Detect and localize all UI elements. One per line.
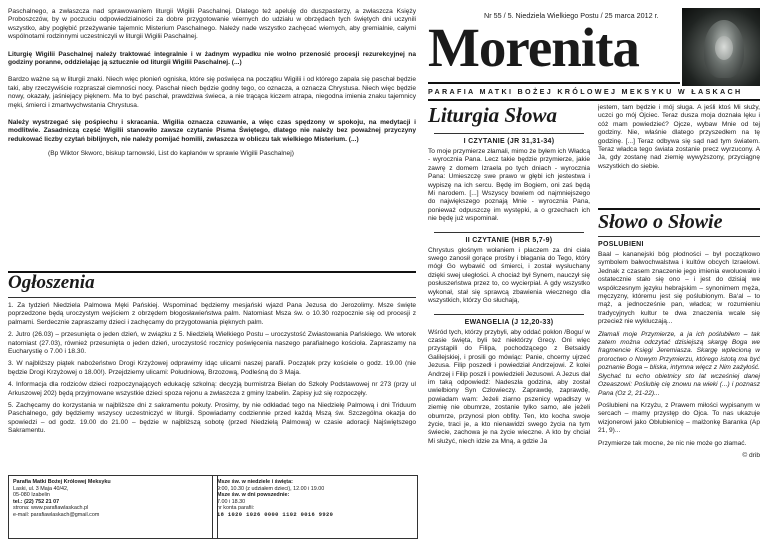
announcements-title: Ogłoszenia bbox=[8, 272, 95, 293]
intro-signature: (Bp Wiktor Skworc, biskup tarnowski, List do kapłanów w sprawie Wigilii Paschalnej) bbox=[48, 150, 294, 158]
announcements-title-rule bbox=[8, 297, 416, 298]
word-top-rule bbox=[598, 208, 760, 210]
gospel-heading: EWANGELIA (J 12,20-33) bbox=[464, 318, 554, 326]
issue-line: Nr 55 / 5. Niedziela Wielkiego Postu / 25 marca 2012 r. bbox=[484, 11, 659, 20]
reading-2-text: Chrystus głośnym wołaniem i płaczem za dni ciała swego zanosił gorące prośby i błagania do Tego, który mógł Go wybawić od śmierci, i został wysłuchany dzięki swej uległości. A chociaż był Synem, nauczył się posłuszeństwa przez to, co wycierpiał. A gdy wszystko wykonał, stał się sprawcą zbawienia wiecznego dla wszystkich, którzy Go słuchają, bbox=[428, 246, 590, 305]
word-paragraph-1: Baal – kananejski bóg płodności – był początkowo symbolem bałwochwalstwa i kultów obcych Izraelowi. Jednak z czasem znaczenie jego imienia ewoluowało i ostatecznie stało się ono – i jest do dzisiaj we współczesnym języku hebrajskim – synonimem męża, męczyzny, któremu jest się poślubionym. Ba‘al – to mąż, a jednocześnie pan, władca; w rozumieniu tradycyjnych kultur te dwa znaczenia wcale się przecież nie wykluczają... bbox=[598, 251, 760, 326]
word-column bbox=[598, 241, 760, 539]
announcement-item: 1. Za tydzień Niedziela Palmowa Męki Pańskiej. Wspominać będziemy mesjański wjazd Pana Jezusa do Jerozolimy. Msze święte poprzedzone będą uroczystym wejściem z obrzędem błogosławieństwa palm. Natomiast Msza św. o 10.30 rozpocznie się od procesji z palmami. Serdecznie zapraszamy dzieci i zachęcamy do przygotowania pięknych palm. bbox=[8, 302, 416, 326]
liturgy-top-rule bbox=[428, 99, 760, 101]
reading-1-text: To moje przymierze złamali, mimo że byłem ich Władcą - wyrocznia Pana. Lecz takie będzie przymierze, jakie zawrę z domem Izraela po tych dniach - wyrocznia Pana: Umieszczę swe prawo w głębi ich jestestwa i wypiszę na ich sercu. Będę im Bogiem, oni zaś będą Mi narodem. [...] Wszyscy bowiem od najmniejszego do największego poznają Mnie - wyrocznia Pana, ponieważ odpuszczę im występki, a o grzechach ich nie będę już wspominał. bbox=[428, 148, 590, 223]
announcements-list bbox=[8, 302, 416, 472]
liturgy-column-right bbox=[598, 104, 760, 204]
word-paragraph-3: Poślubieni na Krzyżu, z Prawem miłości wypisanym w sercach – mamy przystęp do Ojca. To nas ukazuje wizjonerowi jako Oblubienicę – małżonkę Baranka (Ap 21, 9)... bbox=[598, 401, 760, 435]
contact-website[interactable]: strona: www.parafiawlaskach.pl bbox=[13, 505, 89, 512]
intro-column bbox=[8, 8, 416, 273]
madonna-image bbox=[682, 8, 760, 86]
madonna-face-shape bbox=[715, 36, 733, 60]
contact-parish-name: Parafia Matki Bożej Królowej Meksyku bbox=[13, 479, 111, 485]
masthead-rule bbox=[428, 82, 680, 84]
masses-box bbox=[212, 475, 418, 539]
word-signature: © drib bbox=[742, 451, 760, 459]
contact-address-line: Laski, ul. 3 Maja 40/42, bbox=[13, 485, 69, 492]
account-label: nr konta parafii: bbox=[217, 505, 255, 512]
gospel-text: Wśród tych, którzy przybyli, aby oddać pokłon /Bogu/ w czasie święta, byli też niektórzy Grecy. Oni więc przystąpili do Filipa, pochodzącego z Betsaidy Galilejskiej, i prosili go mówiąc: Panie, chcemy ujrzeć Jezusa. Filip poszedł i powiedział Andrzejowi. Z kolei Andrzej i Filip poszli i powiedzieli Jezusowi. A Jezus dał im taką odpowiedź: Nadeszła godzina, aby został uwielbiony Syn Człowieczy. Zaprawdę, zaprawdę, powiadam wam: Jeżeli ziarno pszenicy wpadłszy w ziemię nie obumrze, zostanie tylko samo, ale jeżeli obumrze, przynosi plon obfity. Ten, kto kocha swoje życie, traci je, a kto nienawidzi swego życia na tym świecie, zachowa je na życie wieczne. A kto by chciał Mi służyć, niech idzie za Mną, a gdzie Ja bbox=[428, 328, 590, 445]
masthead-title: Morenita bbox=[428, 17, 639, 78]
word-paragraph-4: Przymierze tak mocne, że nic nie może go złamać. bbox=[598, 439, 747, 447]
liturgy-title: Liturgia Słowa bbox=[428, 103, 557, 127]
gospel-continuation: jestem, tam będzie i mój sługa. A jeśli ktoś Mi służy, uczci go mój Ojciec. Teraz dusza moja doznała lęku i cóż mam powiedzieć? Ojcze, wybaw Mnie od tej godziny. Nie, właśnie dlatego przyszedłem na tę godzinę. [...] Teraz odbywa się sąd nad tym światem. Teraz władca tego świata zostanie precz wyrzucony. A Ja, gdy zostanę nad ziemię wywyższony, przyciągnę wszystkich do siebie. bbox=[598, 104, 760, 170]
word-paragraph-2: Złamali moje Przymierze, a ja ich poślubiłem – tak zatem można odczytać dzisiejszą skargę Boga we fragmencie Księgi Jeremiasza. Skargę wplecioną w proroctwo o Nowym Przymierzu, którego istotą ma być poznanie Boga – bliska, intymna więcz z Nim zażyłość. Słychać tu echo obietnicy sto lat wcześniej danej Ozeaszowi: Poślubię cię znowu na wieki (...) i poznasz Pana (Oz 2, 21-22)... bbox=[598, 330, 760, 397]
word-title-rule bbox=[598, 236, 760, 237]
account-number: 18 1020 1026 0000 1102 0016 9920 bbox=[217, 511, 334, 518]
announcement-item: 3. W najbliższy piątek nabożeństwo Drogi Krzyżowej odprawimy idąc ulicami naszej parafii. Początek przy kościele o godz. 19.00 (nie będzie Drogi Krzyżowej o 18.00!). Przejdziemy ulicami: Południową, Brzozową, Podleśną do 3 Maja. bbox=[8, 360, 416, 376]
word-title: Słowo o Słowie bbox=[598, 211, 723, 233]
contact-box bbox=[8, 475, 218, 539]
intro-paragraph-1: Paschalnego, a zwłaszcza nad sprawowaniem liturgii Wigilii Paschalnej. Dlatego też apeluję do duszpasterzy, a zwłaszcza Księży Proboszczów, by w poczuciu odpowiedzialności za dobre przygotowanie wiernych do udziału w obrzędach tych świętych dni uczynili wszystko, aby pogłębić przeżywanie tajemnic Misterium Paschalnego. Należy nade wszystko zachęcać wiernych, aby gremialnie, całymi wspólnotami rodzinnymi uczestniczyli w liturgii Wigilii Paschalnej. bbox=[8, 8, 416, 41]
intro-paragraph-2: Liturgię Wigilii Paschalnej należy traktować integralnie i w żadnym wypadku nie wolno przenosić procesji rezurekcyjnej na godziny poranne, oddzielając ją sztucznie od liturgii Wigilii Paschalnej. (...) bbox=[8, 50, 416, 67]
sunday-masses-label: Msze św. w niedziele i święta: bbox=[217, 479, 293, 485]
intro-paragraph-4: Należy wystrzegać się pośpiechu i skracania. Wigilia oznacza czuwanie, a więc czas spędzony w spokoju, na medytacji i modlitwie. Zasadniczą część Wigilii stanowiło zawsze czytanie Pisma Świętego, dlatego nie należy bez poważnej przyczyny redukować liczby czytań biblijnych, nie należy pomijać homilii, zwłaszcza w obliczu tak wielkiego Misterium. (...) bbox=[8, 119, 416, 143]
announcement-item: 2. Jutro (26.03) – przesunięta o jeden dzień, w związku z 5. Niedzielą Wielkiego Postu – uroczystość Zwiastowania Pańskiego. We wtorek natomiast (27.03), również przesunięta o jeden dzień, uroczystość rocznicy poświęcenia naszego parafialnego kościoła. Zapraszamy na Eucharystię o 7.00 i 18.30. bbox=[8, 331, 416, 356]
announcement-item: 5. Zachęcamy do korzystania w najbliższe dni z sakramentu pokuty. Prosimy, by nie odkładać tego na Niedzielę Palmową i dni Triduum Paschalnego, gdy będziemy wszyscy uczestniczyć w liturgii. Spowiadamy codziennie przed każdą Mszą św. Szczególna okazja do spowiedzi – od godz. 19.00 do 21.00 – będzie w najbliższą sobotę (przed Niedzielą Palmową) w czasie adoracji Najświętszego Sakramentu. bbox=[8, 402, 416, 435]
word-subheading: POŚLUBIENI bbox=[598, 241, 644, 248]
sunday-masses-times: 9:00, 10.30 (z udziałem dzieci), 12.00 i 19.00 bbox=[217, 485, 325, 492]
reading-1-heading: I CZYTANIE (JR 31,31-34) bbox=[463, 138, 555, 145]
contact-address-line: 05-080 Izabelin bbox=[13, 492, 50, 499]
liturgy-column-middle bbox=[428, 133, 590, 538]
gospel-rule bbox=[434, 314, 584, 315]
announcement-item: 4. Informacja dla rodziców dzieci rozpoczynających edukację szkolną: decyzją burmistrza Bielan do Szkoły Podstawowej nr 273 (przy ul Arkuszowej 202) będą przyjmowane wszystkie dzieci spoza rejonu a zwłaszcza z gminy Izabelin. Zapisy już się rozpoczęły. bbox=[8, 381, 416, 397]
weekday-masses-times: 7.00 i 18.30 bbox=[217, 498, 246, 505]
reading-1-rule bbox=[434, 133, 584, 134]
intro-paragraph-3: Bardzo ważne są w liturgii znaki. Niech więc płonień ogniska, które się poświęca na początku Wigilii i od którego zapala się paschał będzie taki, aby rzeczywiście rozpraszał ciemności nocy. Paschał niech będzie godny tego, co oznacza, a oznacza Chrystusa. Niech więc będzie nowy, okazały, jaśniejący pięknem. Ma to być paschał, prawdziwa świeca, a nie trącąca kiczem atrapa, niegodna imienia znaku tajemnicy męki, śmierci i zmartwychwstania Chrystusa. bbox=[8, 76, 416, 109]
parish-line: PARAFIA MATKI BOŻEJ KRÓLOWEJ MEKSYKU W ŁASKACH bbox=[428, 87, 743, 96]
weekday-masses-label: Msze św. w dni powszednie: bbox=[217, 492, 290, 499]
contact-email[interactable]: e-mail: parafiawlaskach@gmail.com bbox=[13, 511, 100, 518]
reading-2-heading: II CZYTANIE (HBR 5,7-9) bbox=[465, 236, 553, 244]
contact-phone: tel.: (22) 752 21 07 bbox=[13, 498, 60, 505]
reading-2-rule bbox=[434, 232, 584, 233]
